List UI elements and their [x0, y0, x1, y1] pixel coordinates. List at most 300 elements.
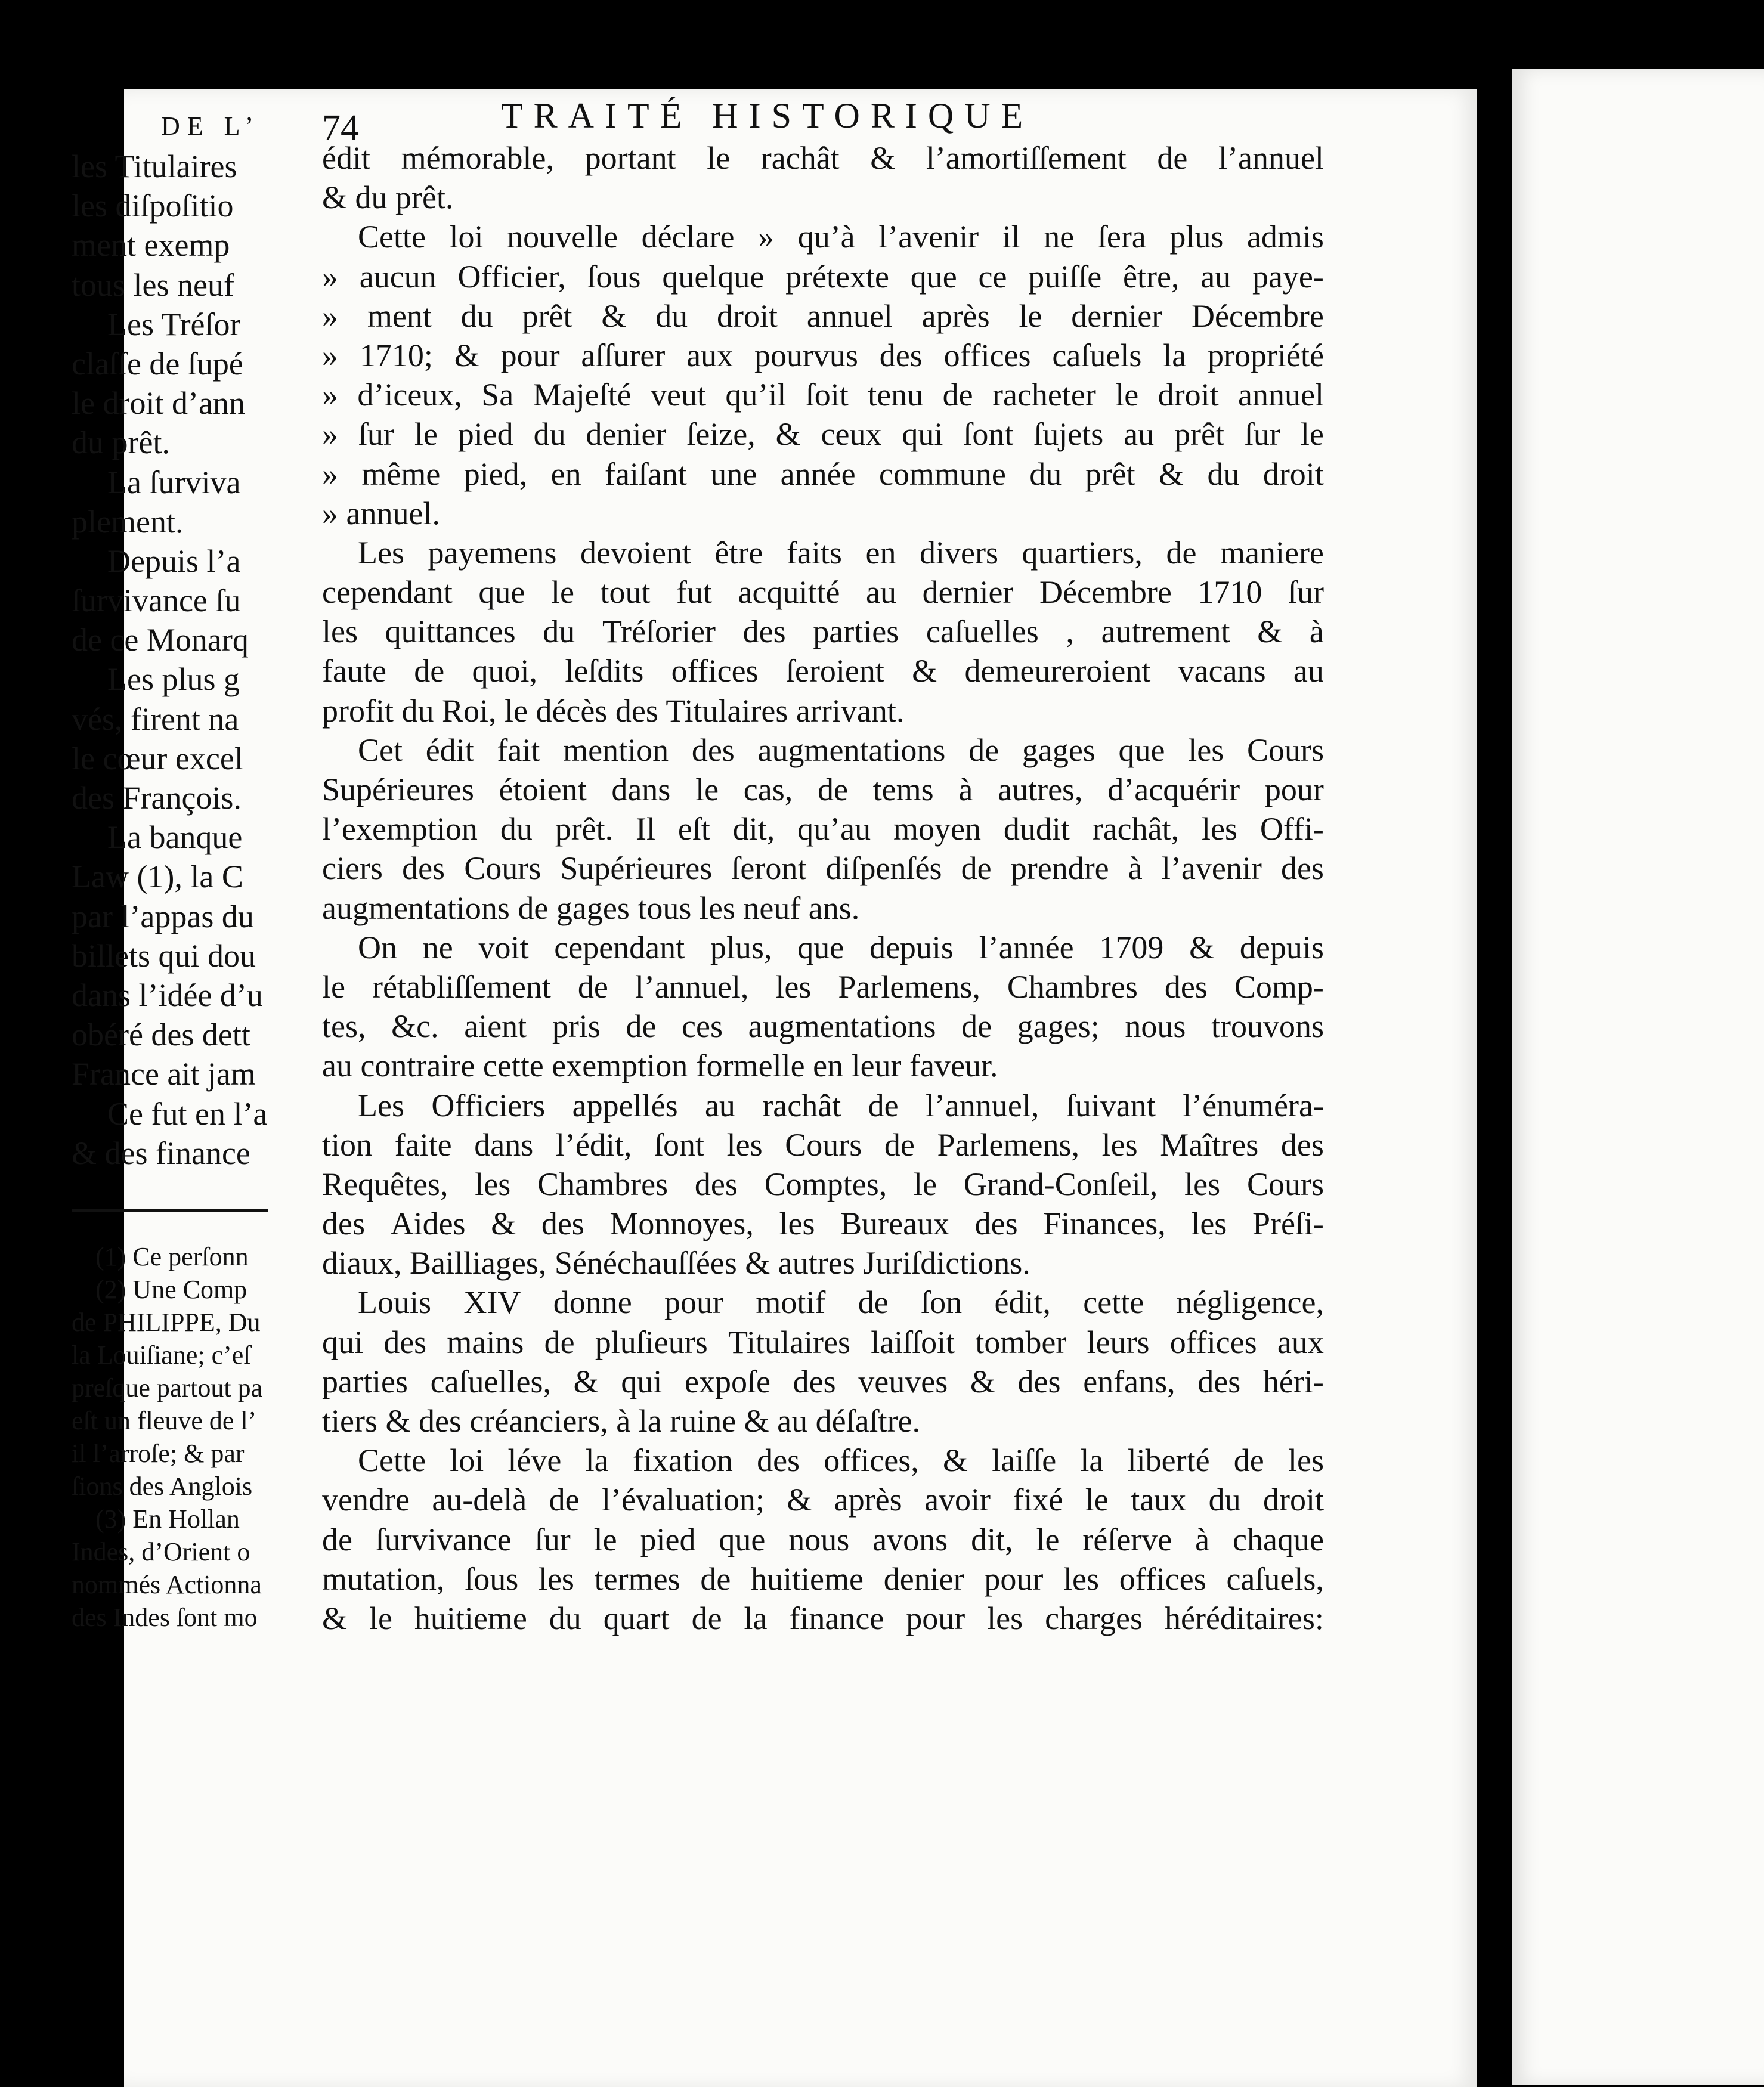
word: de — [868, 1087, 899, 1123]
word: dit, — [732, 811, 775, 847]
word: du — [1207, 456, 1240, 492]
word: que — [719, 1521, 766, 1557]
text-line — [322, 1125, 1324, 1165]
word: Cet — [358, 732, 403, 768]
word: édit — [425, 732, 474, 768]
word: augmentations — [757, 732, 946, 768]
text-line — [322, 257, 1324, 296]
text-line: de ce Monarq — [72, 622, 249, 658]
word: dernier — [922, 574, 1014, 611]
word: prêt — [522, 298, 572, 334]
word: nouvelle — [507, 219, 618, 255]
text-line — [322, 651, 1324, 690]
word: l’annuel, — [635, 968, 749, 1005]
word: ſur — [534, 1521, 571, 1557]
word: des — [742, 614, 786, 650]
word: » — [758, 219, 775, 255]
word: & — [322, 1600, 348, 1636]
word: des — [1280, 850, 1324, 887]
word: offices — [1119, 1560, 1206, 1597]
word: Préſi- — [1252, 1206, 1324, 1242]
page-number: 74 — [322, 108, 359, 148]
word: ſont — [654, 1126, 704, 1163]
word: liberté — [1127, 1442, 1210, 1479]
word: quart — [603, 1600, 670, 1636]
word: le — [414, 416, 438, 453]
word: qu’il — [725, 377, 787, 413]
word: » — [322, 298, 338, 334]
right-page-footnotes — [72, 1240, 268, 1634]
text-line — [322, 1401, 1324, 1441]
text-line — [322, 730, 1324, 770]
word: déclare — [641, 219, 735, 255]
word: nous — [788, 1521, 850, 1557]
word: augmentations — [748, 1008, 936, 1045]
word: Monnoyes, — [609, 1206, 754, 1242]
text-line: & des finance — [72, 1135, 250, 1171]
word: Comp- — [1234, 968, 1324, 1005]
word: 1710 — [1197, 574, 1262, 611]
word: à — [1309, 614, 1324, 650]
word: pris — [552, 1008, 601, 1045]
text-line — [322, 1441, 1324, 1480]
word: & — [491, 1206, 516, 1242]
text-line — [322, 217, 1324, 256]
word: héréditaires: — [1164, 1600, 1324, 1636]
word: du — [549, 1600, 581, 1636]
text-line: Ce fut en l’a — [107, 1095, 268, 1132]
word: de — [858, 1284, 889, 1321]
word: laiſſoit — [871, 1324, 955, 1360]
word: & — [870, 140, 896, 176]
text-line: La ſurviva — [107, 464, 241, 500]
word: le — [695, 772, 719, 807]
footnote-line: des Indes ſont mo — [72, 1603, 258, 1632]
word: dit, — [971, 1521, 1013, 1557]
word: ſujets — [1033, 416, 1104, 453]
word: pied, — [463, 456, 528, 492]
word: cette — [1083, 1284, 1144, 1321]
word: quelque — [662, 258, 765, 295]
word: Décembre — [1039, 574, 1172, 611]
word: ment — [367, 298, 432, 334]
word: qu’à — [797, 219, 855, 255]
text-line — [322, 888, 1324, 928]
word: propriété — [1208, 337, 1324, 373]
word: taux — [1131, 1482, 1187, 1518]
word: & — [970, 1363, 995, 1399]
word: dernier — [1071, 298, 1163, 334]
text-line — [322, 1204, 1324, 1243]
word: pour — [984, 1560, 1044, 1597]
word: leſdits — [565, 653, 644, 689]
word: l’édit, — [555, 1126, 632, 1163]
word: de — [942, 377, 973, 413]
word: puiſſe — [1028, 258, 1102, 295]
text-line — [322, 612, 1324, 651]
word: & — [1159, 456, 1184, 492]
word: Majeſté — [533, 377, 632, 413]
word: des — [541, 1206, 584, 1242]
word: de — [414, 653, 445, 689]
word: Requêtes, — [322, 1166, 448, 1202]
word: prêt — [1085, 456, 1135, 492]
word: les — [1191, 1206, 1227, 1242]
word: des — [694, 1166, 738, 1202]
word: Parlemens, — [838, 968, 980, 1005]
word: aſſurer — [581, 337, 666, 373]
text-line: Les Tréſor — [107, 306, 241, 342]
word: à — [958, 772, 973, 807]
word: chaque — [1233, 1521, 1324, 1557]
word: prêt. — [555, 811, 614, 847]
word: ſeize, — [686, 416, 756, 453]
word: au — [1200, 258, 1231, 295]
word: du — [460, 298, 493, 334]
word: année — [780, 456, 856, 492]
word: les — [779, 1206, 815, 1242]
word: fixation — [632, 1442, 733, 1479]
word: le — [550, 574, 574, 611]
word: mention — [563, 732, 669, 768]
word: & — [573, 1363, 599, 1399]
word: portant — [584, 140, 676, 176]
word: de — [322, 1521, 352, 1557]
text-line — [322, 809, 1324, 849]
footnote-line: (3) En Hollan — [95, 1504, 240, 1534]
word: être — [714, 534, 763, 571]
word: les — [775, 968, 812, 1005]
word: rétabliſſement — [372, 968, 551, 1005]
word: pour — [500, 337, 560, 373]
text-line — [322, 138, 1324, 178]
word: Maîtres — [1160, 1126, 1259, 1163]
word: au — [1124, 416, 1155, 453]
word: autres, — [998, 772, 1083, 807]
text-line: dans l’idée d’u — [72, 977, 263, 1013]
word: du — [1208, 1482, 1241, 1518]
word: droit — [1262, 456, 1324, 492]
word: offices — [943, 337, 1031, 373]
word: une — [710, 456, 757, 492]
word: ſont — [963, 416, 1014, 453]
word: plus — [1169, 219, 1224, 255]
word: le — [1036, 1521, 1060, 1557]
word: aux — [686, 337, 734, 373]
word: racheter — [992, 377, 1096, 413]
word: & — [601, 298, 627, 334]
word: les — [987, 1600, 1023, 1636]
word: les — [322, 614, 358, 650]
footnote-line: Indes, d’Orient o — [72, 1537, 250, 1566]
word: ces — [682, 1008, 723, 1045]
word: diſpenſés — [825, 850, 942, 887]
word: de — [968, 732, 999, 768]
word: des — [1017, 1363, 1061, 1399]
text-line — [322, 849, 1324, 888]
word: & — [787, 1482, 812, 1518]
word: Supérieures — [322, 772, 474, 807]
word: être, — [1123, 258, 1180, 295]
word: de — [961, 850, 992, 887]
word: Chambres — [1007, 968, 1138, 1005]
word: du — [1029, 456, 1062, 492]
word: vendre — [322, 1482, 410, 1518]
word: fait — [497, 732, 540, 768]
word: droit — [1262, 1482, 1324, 1518]
word: faits — [786, 534, 842, 571]
word: avons — [872, 1521, 948, 1557]
text-line — [322, 494, 1324, 533]
word: payemens — [428, 534, 557, 571]
word: pourvus — [754, 337, 858, 373]
word: appellés — [572, 1087, 678, 1123]
word: des — [793, 1363, 836, 1399]
word: Cours — [464, 850, 541, 887]
word: ſous — [465, 1560, 519, 1597]
word: dudit — [1003, 811, 1070, 847]
text-line — [322, 928, 1324, 967]
word: ciers — [322, 850, 383, 887]
word: pluſieurs — [595, 1324, 708, 1360]
word: le — [1019, 298, 1042, 334]
word: » — [322, 456, 338, 492]
word: après — [921, 298, 990, 334]
word: » — [322, 258, 338, 295]
word: pour — [1264, 772, 1324, 807]
word: que — [1118, 732, 1165, 768]
text-line: billets qui dou — [72, 937, 256, 974]
text-line: des François. — [72, 780, 242, 816]
word: parties — [322, 1363, 408, 1399]
word: motif — [756, 1284, 826, 1321]
word: & — [1257, 614, 1283, 650]
word: tion — [322, 1126, 373, 1163]
word: loi — [449, 219, 484, 255]
word: finance — [789, 1600, 884, 1636]
word: la — [585, 1442, 609, 1479]
word: » — [322, 337, 338, 373]
word: 1709 — [1099, 929, 1164, 965]
word: Offi- — [1259, 811, 1324, 847]
word: des — [1197, 1363, 1241, 1399]
word: Il — [636, 811, 656, 847]
word: qui — [621, 1363, 663, 1399]
word: donne — [553, 1284, 632, 1321]
footnote-line: nommés Actionna — [72, 1570, 262, 1599]
word: Cours — [1246, 1166, 1324, 1202]
word: divers — [920, 534, 998, 571]
footnote-line: eſt un fleuve de l’ — [72, 1406, 257, 1435]
word: ne — [422, 929, 453, 965]
text-line — [322, 336, 1324, 375]
word: & — [775, 416, 801, 453]
word: huitieme — [751, 1560, 864, 1597]
text-line — [322, 375, 1324, 414]
word: de — [1157, 140, 1188, 176]
word: caſuelles, — [430, 1363, 552, 1399]
word: les — [538, 1560, 574, 1597]
text-line: les diſpoſitio — [72, 188, 234, 224]
right-running-head: DE L’ — [161, 112, 261, 141]
word: tems — [872, 772, 934, 807]
word: gages — [1022, 732, 1095, 768]
word: des — [1280, 1126, 1324, 1163]
word: tomber — [975, 1324, 1067, 1360]
text-line — [322, 691, 1324, 730]
word: fixé — [1013, 1482, 1063, 1518]
word: nous — [1125, 1008, 1186, 1045]
word: les — [475, 1166, 511, 1202]
word: Sa — [481, 377, 514, 413]
word: ne — [1044, 219, 1075, 255]
word: qu’au — [797, 811, 871, 847]
text-line — [322, 1559, 1324, 1599]
word: au-delà — [432, 1482, 527, 1518]
word: leurs — [1087, 1324, 1150, 1360]
word: de — [577, 968, 608, 1005]
word: & — [454, 337, 479, 373]
word: tenu — [868, 377, 924, 413]
word: négligence, — [1176, 1284, 1324, 1321]
word: droit — [717, 298, 778, 334]
text-line: le droit d’ann — [72, 385, 245, 422]
word: Titulaires — [728, 1324, 850, 1360]
word: qui — [902, 416, 943, 453]
footnote-line: de PHILIPPE, Du — [72, 1308, 261, 1337]
word: mutation, — [322, 1560, 445, 1597]
word: que — [478, 574, 525, 611]
word: le — [322, 968, 345, 1005]
word: de — [1166, 534, 1197, 571]
word: en — [550, 456, 581, 492]
word: à — [1195, 1521, 1210, 1557]
word: offices, — [824, 1442, 919, 1479]
word: voit — [478, 929, 529, 965]
word: au — [704, 1087, 735, 1123]
text-line — [322, 1480, 1324, 1519]
word: même — [361, 456, 441, 492]
word: de — [817, 772, 848, 807]
word: des — [974, 1206, 1018, 1242]
text-line: claſſe de ſupé — [72, 345, 243, 382]
word: ſur — [1288, 574, 1324, 611]
word: faute — [322, 653, 386, 689]
word: caſuelles — [926, 614, 1039, 650]
word: & — [1189, 929, 1215, 965]
word: l’énuméra- — [1183, 1087, 1324, 1123]
footnote-line: (2) Une Comp — [95, 1275, 247, 1304]
word: quittances — [385, 614, 516, 650]
word: demeureroient — [964, 653, 1151, 689]
text-line — [322, 1323, 1324, 1362]
word: tes, — [322, 1008, 366, 1045]
word: laiſſe — [992, 1442, 1057, 1479]
word: tout — [600, 574, 651, 611]
word: le — [707, 140, 731, 176]
word: ſoit — [805, 377, 849, 413]
text-line: ſurvivance ſu — [72, 583, 241, 619]
word: Les — [358, 534, 404, 571]
word: pied — [640, 1521, 696, 1557]
word: plus, — [710, 929, 772, 965]
text-line: Depuis l’a — [107, 543, 241, 579]
footnote-line: il l’arroſe; & par — [72, 1439, 245, 1468]
word: & — [942, 1442, 968, 1479]
word: ceux — [821, 416, 882, 453]
word: ſeront — [731, 850, 807, 887]
word: que — [910, 258, 957, 295]
word: de — [961, 1008, 992, 1045]
word: & — [912, 653, 937, 689]
word: Bureaux — [840, 1206, 950, 1242]
word: du — [500, 811, 533, 847]
word: d’acquérir — [1107, 772, 1240, 807]
text-line: tous les neuf — [72, 267, 234, 303]
word: de — [691, 1600, 722, 1636]
word: devoient — [580, 534, 691, 571]
line-text: diaux, Bailliages, Sénéchauſſées & autres Juriſdictions. — [322, 1245, 1030, 1281]
word: droit — [1158, 377, 1219, 413]
word: charges — [1045, 1600, 1143, 1636]
line-text: profit du Roi, le décès des Titulaires arrivant. — [322, 692, 905, 729]
word: gages; — [1017, 1008, 1100, 1045]
word: Louis — [358, 1284, 432, 1321]
word: de — [626, 1008, 657, 1045]
line-text: tiers & des créanciers, à la ruine & au déſaſtre. — [322, 1403, 921, 1439]
word: le — [914, 1166, 937, 1202]
text-line — [322, 414, 1324, 454]
word: le — [593, 1521, 617, 1557]
word: l’annuel, — [925, 1087, 1039, 1123]
word: la — [744, 1600, 768, 1636]
word: mains — [447, 1324, 524, 1360]
word: des — [879, 337, 923, 373]
word: d’iceux, — [357, 377, 462, 413]
left-page-text — [322, 138, 1324, 1638]
word: loi — [450, 1442, 484, 1479]
word: les — [1188, 732, 1224, 768]
word: acquitté — [738, 574, 840, 611]
word: ſon — [921, 1284, 963, 1321]
text-line: Les plus g — [107, 661, 240, 698]
word: rachât — [760, 140, 840, 176]
word: Comptes, — [764, 1166, 887, 1202]
word: des — [757, 1442, 800, 1479]
word: expoſe — [685, 1363, 770, 1399]
text-line — [322, 1362, 1324, 1401]
word: denier — [883, 1560, 964, 1597]
word: qui — [322, 1324, 364, 1360]
word: termes — [594, 1560, 680, 1597]
word: commune — [878, 456, 1006, 492]
word: de — [549, 1482, 580, 1518]
text-line — [322, 1520, 1324, 1559]
word: rachât — [762, 1087, 841, 1123]
word: annuel — [1238, 377, 1324, 413]
word: des — [402, 850, 445, 887]
word: rachât, — [1092, 811, 1180, 847]
word: étoient — [499, 772, 587, 807]
running-head: TRAITÉ HISTORIQUE — [501, 96, 1034, 135]
word: quoi, — [472, 653, 538, 689]
word: à — [1128, 850, 1143, 887]
word: Cours — [1246, 732, 1324, 768]
text-line: France ait jam — [72, 1056, 256, 1092]
word: que — [797, 929, 844, 965]
word: du — [533, 416, 566, 453]
word: caſuels, — [1226, 1560, 1324, 1597]
